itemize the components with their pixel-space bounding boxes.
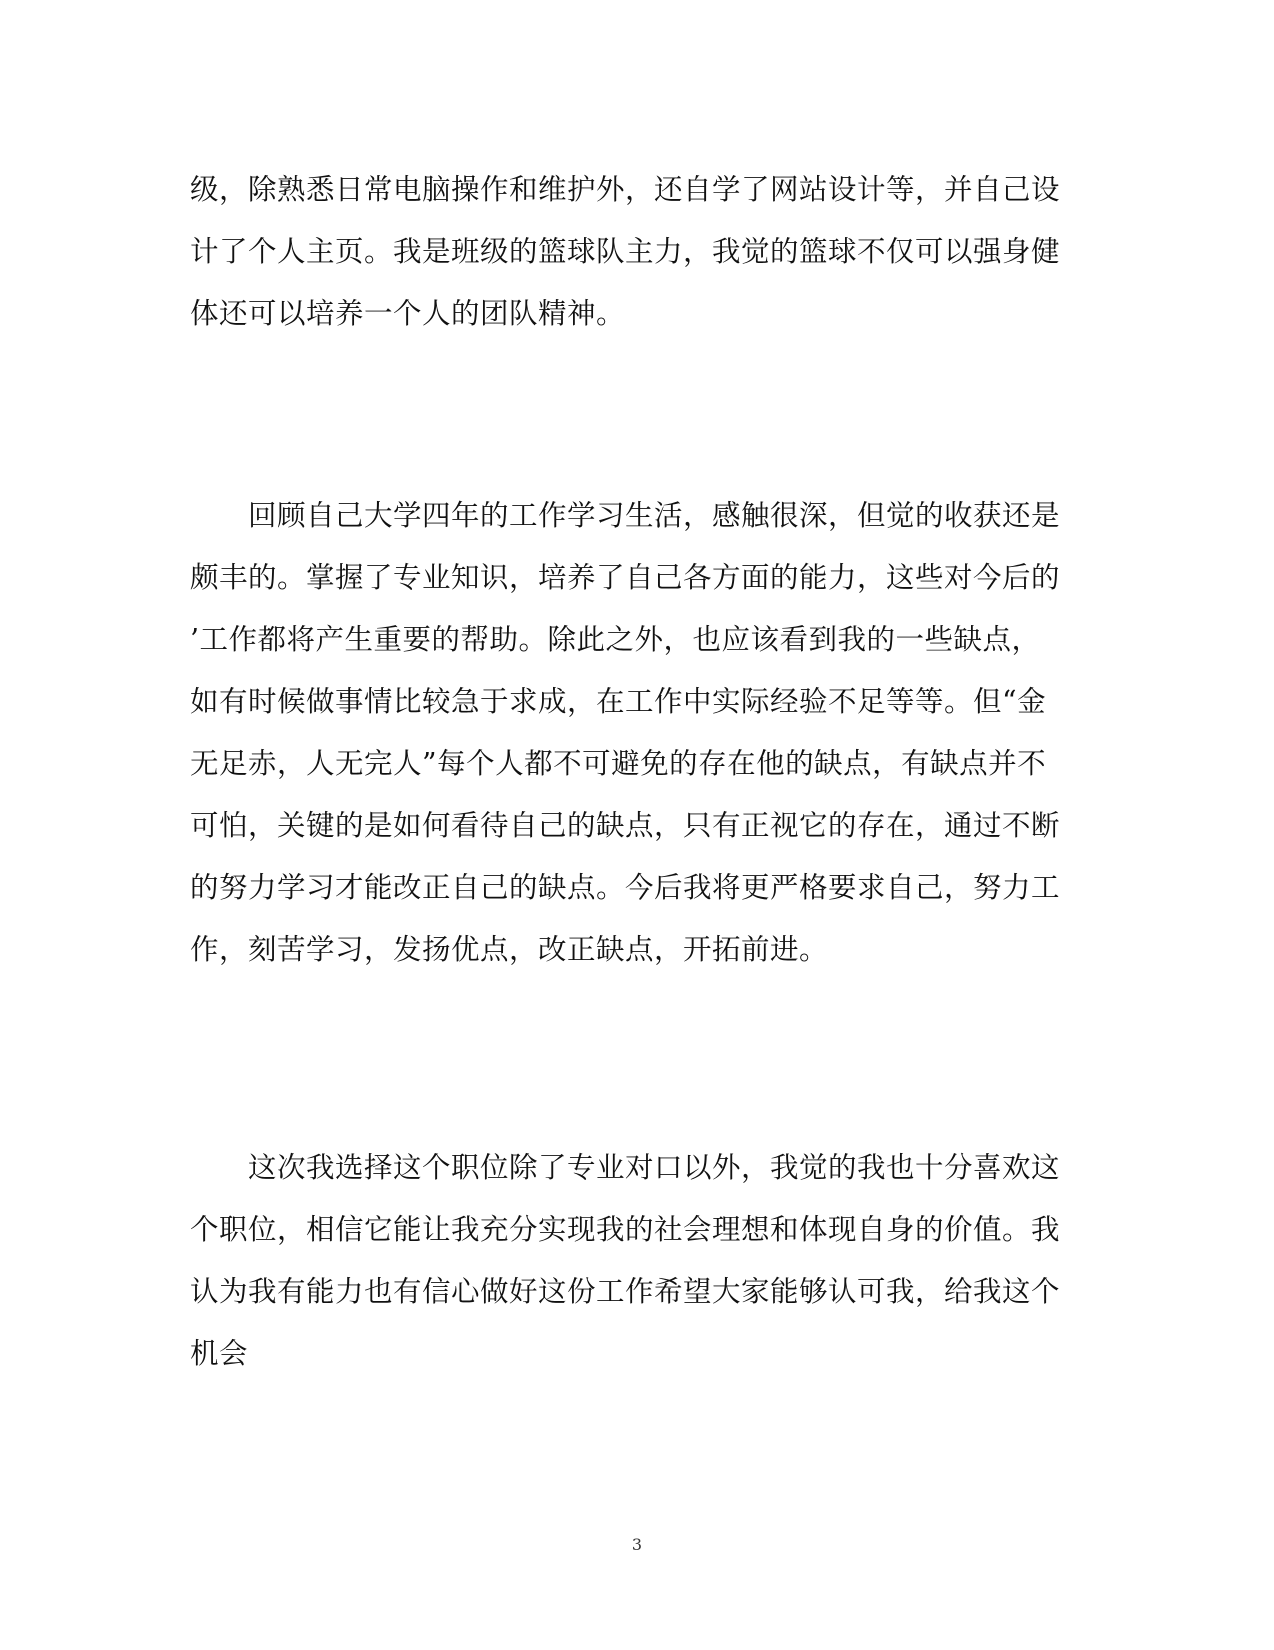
paragraph-3 xyxy=(190,1137,1070,1385)
paragraph-line: 无足赤，人无完人”每个人都不可避免的存在他的缺点，有缺点并不 xyxy=(190,747,1047,780)
paragraph-line: 这次我选择这个职位除了专业对口以外，我觉的我也十分喜欢这 xyxy=(190,1151,1061,1184)
paragraph-line: 可怕，关键的是如何看待自己的缺点，只有正视它的存在，通过不断 xyxy=(190,809,1061,842)
paragraph-2 xyxy=(190,485,1070,981)
paragraph-line: 的努力学习才能改正自己的缺点。今后我将更严格要求自己，努力工 xyxy=(190,871,1061,904)
paragraph-line: 个职位，相信它能让我充分实现我的社会理想和体现自身的价值。我 xyxy=(190,1213,1061,1246)
paragraph-line: 机会 xyxy=(190,1337,249,1370)
paragraph-line: 回顾自己大学四年的工作学习生活，感触很深，但觉的收获还是 xyxy=(190,499,1061,532)
paragraph-line: 作，刻苦学习，发扬优点，改正缺点，开拓前进。 xyxy=(190,933,829,966)
page-number: 3 xyxy=(631,1535,643,1554)
paragraph-line: 如有时候做事情比较急于求成，在工作中实际经验不足等等。但“金 xyxy=(190,685,1047,718)
paragraph-1 xyxy=(190,159,1070,345)
paragraph-line: 颇丰的。掌握了专业知识，培养了自己各方面的能力，这些对今后的 xyxy=(190,561,1061,594)
paragraph-line: 级，除熟悉日常电脑操作和维护外，还自学了网站设计等，并自己设 xyxy=(190,173,1061,206)
paragraph-line: 计了个人主页。我是班级的篮球队主力，我觉的篮球不仅可以强身健 xyxy=(190,235,1061,268)
paragraph-line: ’工作都将产生重要的帮助。除此之外，也应该看到我的一些缺点， xyxy=(190,623,1041,656)
paragraph-line: 体还可以培养一个人的团队精神。 xyxy=(190,297,626,330)
paragraph-line: 认为我有能力也有信心做好这份工作希望大家能够认可我，给我这个 xyxy=(190,1275,1061,1308)
